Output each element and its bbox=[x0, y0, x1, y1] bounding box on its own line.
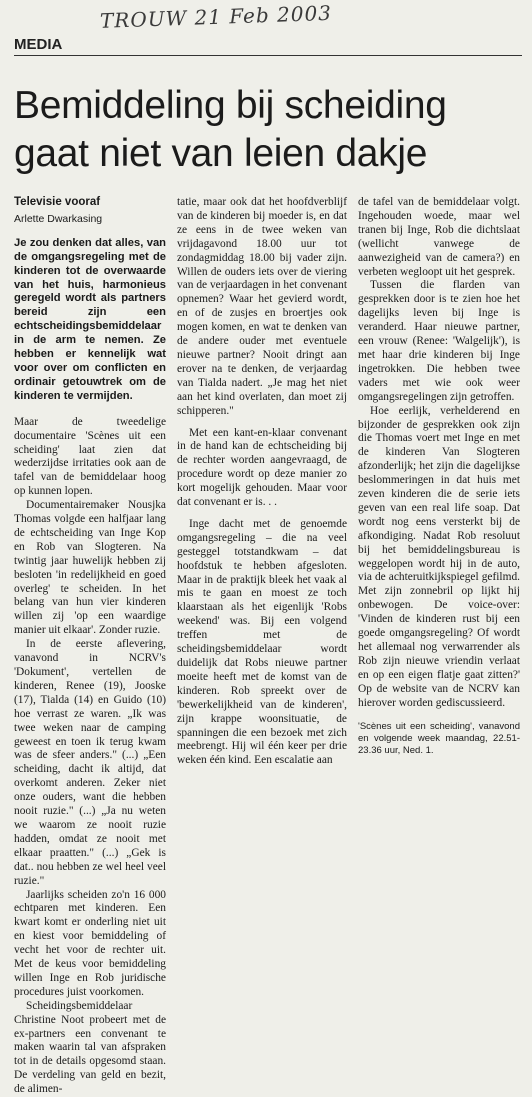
section-label: MEDIA bbox=[14, 36, 63, 53]
headline: Bemiddeling bij scheiding gaat niet van leien dakje bbox=[14, 84, 447, 175]
body-paragraph: Inge dacht met de genoemde omgangsregeling – die na veel gesteggel totstandkwam – dat hoofdstuk te hebben afgesloten. Maar in de praktijk bleek het vaak al mis te gaan en moest ze toch klaarstaan als het eigenlijk 'Robs weekend' was. Bij een volgend treffen met de scheidingsbemiddelaar wordt duidelijk dat Robs nieuwe partner moeite heeft met de komst van de kinderen. Rob spreekt over de 'bewerkelijkheid van de kinderen', zijn krappe woonsituatie, de spanningen die een bezoek met zich meebrengt. Hij wil één keer per drie weken één kind. Een escalatie aan bbox=[177, 517, 347, 767]
body-paragraph: Met een kant-en-klaar convenant in de hand kan de echtscheiding bij de rechter worden aangevraagd, de procedure wordt op deze manier zo kort mogelijk gehouden. Maar voor dat convenant er is. . . bbox=[177, 426, 347, 509]
body-paragraph: Jaarlijks scheiden zo'n 16 000 echtparen met kinderen. Een kwart komt er onderling niet uit en kiest voor bemiddeling of vecht het voor de rechter uit. Met de keus voor bemiddeling willen Inge en Rob juridische procedures juist voorkomen. bbox=[14, 888, 166, 998]
byline: Arlette Dwarkasing bbox=[14, 212, 103, 225]
section-rule bbox=[14, 55, 522, 56]
body-paragraph: Hoe eerlijk, verhelderend en bijzonder de gesprekken ook zijn die Thomas voert met Inge en met de kinderen Van Slogteren afzonderlijk; het zijn die dagelijkse beslommeringen in dat huis met zeven kinderen die de serie iets geven van een real life soap. Dat wordt nog eens versterkt bij de afkondiging. Nadat Rob resoluut bij het bemiddelingsbureau is weggelopen wordt hij in de auto, via de achteruitkijkspiegel gefilmd. Met zijn zonnebril op lijkt hij onbewogen. De voice-over: 'Vinden de kinderen rust bij een goede omgangsregeling? Of wordt het allemaal nog verwarrender als Rob zijn nieuwe vriendin verlaat en op een eigen flatje gaat zitten?' Op de website van de NCRV kan hierover worden gediscussieerd. bbox=[358, 404, 520, 709]
kicker: Televisie vooraf bbox=[14, 196, 101, 208]
column-2 bbox=[177, 196, 347, 768]
body-paragraph: In de eerste aflevering, vanavond in NCRV's 'Dokument', vertellen de kinderen, Renee (19), Jooske (17), Tialda (14) en Guido (10) hoe verrast ze waren. „Ik was twee weken naar de camping geweest en toen ik terug kwam was de sfeer anders." (...) „Een scheiding, dacht ik altijd, dat overkomt anderen. Zeker niet onze ouders, want die hebben nooit ruzie." (...) „Ja nu weten we waarom ze nooit ruzie hadden, omdat ze nooit met elkaar praatten." (...) „Gek is dat.. nou hebben ze wel heel veel ruzie." bbox=[14, 638, 166, 887]
body-paragraph: Scheidingsbemiddelaar Christine Noot probeert met de ex-partners een convenant te maken waarin tal van afspraken tot in de details opgesomd staan. De verdeling van geld en bezit, de alimen- bbox=[14, 999, 166, 1096]
broadcast-info: 'Scènes uit een scheiding', vanavond en volgende week maandag, 22.51-23.36 uur, Ned. 1. bbox=[358, 720, 520, 756]
body-paragraph: de tafel van de bemiddelaar volgt. Ingehouden woede, maar wel tranen bij Inge, Rob die dichtslaat (wellicht vanwege de aanwezigheid van de camera?) en verbeten wegloopt uit het gesprek. bbox=[358, 196, 520, 278]
body-paragraph: Documentairemaker Nousjka Thomas volgde een halfjaar lang de echtscheiding van Inge Kop en Rob van Slogteren. Na twintig jaar huwelijk hebben zij besloten 'in redelijkheid en goed overleg' te scheiden. In het belang van hun vier kinderen willen zij 'op een waardige manier uit elkaar'. Zonder ruzie. bbox=[14, 499, 166, 637]
intro-paragraph: Je zou denken dat alles, van de omgangsregeling met de kinderen tot de overwaarde van het huis, harmonieus geregeld wordt als partners bereid zijn een echtscheidingsbemiddelaar in de arm te nemen. Ze hebben er kennelijk wat voor over om conflicten en ordinair getouwtrek om de kinderen te vermijden. bbox=[14, 236, 166, 402]
body-paragraph: Maar de tweedelige documentaire 'Scènes uit een scheiding' laat zien dat wederzijdse irritaties ook aan de tafel van de bemiddelaar hoog op kunnen lopen. bbox=[14, 415, 166, 498]
handwritten-note: TROUW 21 Feb 2003 bbox=[99, 0, 333, 33]
column-1 bbox=[14, 196, 166, 1097]
body-paragraph: Tussen die flarden van gesprekken door is te zien hoe het dagelijks leven bij Inge is veranderd. Haar nieuwe partner, een vrouw (Renee: 'Walgelijk'), is met haar drie kinderen bij Inge ingetrokken. Die hebben twee vaders met wie ook weer omgangsregelingen zijn getroffen. bbox=[358, 279, 520, 403]
body-paragraph: tatie, maar ook dat het hoofdverblijf van de kinderen bij moeder is, en dat ze eens in de twee weken van vrijdagavond 18.00 uur tot zondagmiddag 18.00 bij vader zijn. Willen de ouders iets over de viering van de verjaardagen in het convenant opnemen? Waar het gevierd wordt, en of de zusjes en broertjes ook mogen komen, en wat te denken van de andere ouder met eventuele nieuwe partner? Nooit dringt aan erover na te denken, de verjaardag van Tialda nadert. „Je mag het niet aan het kind overlaten, dan moet zij schipperen." bbox=[177, 196, 347, 417]
column-3 bbox=[358, 196, 520, 766]
